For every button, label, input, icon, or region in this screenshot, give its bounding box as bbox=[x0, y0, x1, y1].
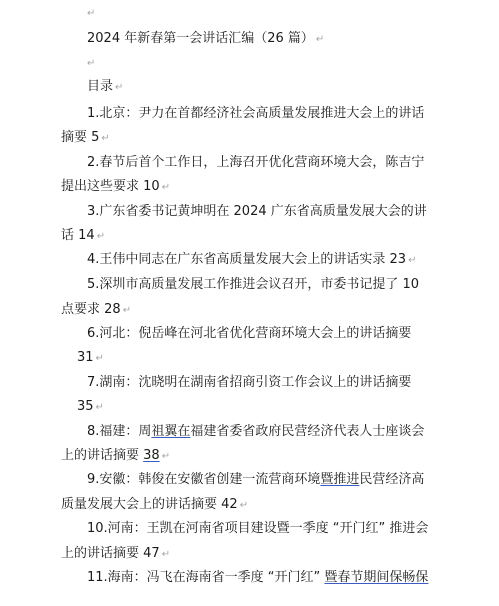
toc-entry-3-cont[interactable]: 话 14 ↵ bbox=[61, 228, 106, 243]
toc-entry-6-cont[interactable]: 31 ↵ bbox=[77, 350, 104, 365]
toc-entry-4[interactable]: 4.王伟中同志在广东省高质量发展大会上的讲话实录 23 ↵ bbox=[87, 252, 417, 267]
toc-entry-10[interactable]: 10.河南：王凯在河南省项目建设暨一季度 “开门红” 推进会 bbox=[87, 521, 429, 536]
toc-entry-10-cont[interactable]: 上的讲话摘要 47 ↵ bbox=[61, 546, 171, 561]
toc-entry-5[interactable]: 5.深圳市高质量发展工作推进会议召开，市委书记提了 10 bbox=[87, 277, 420, 292]
toc-entry-9[interactable]: 9.安徽：韩俊在安徽省创建一流营商环境暨推进民营经济高 bbox=[87, 472, 425, 487]
toc-entry-6[interactable]: 6.河北：倪岳峰在河北省优化营商环境大会上的讲话摘要 bbox=[87, 326, 412, 341]
toc-entry-8[interactable]: 8.福建：周祖翼在福建省委省政府民营经济代表人士座谈会 bbox=[87, 424, 425, 439]
toc-heading: 目录 ↵ bbox=[87, 79, 124, 94]
toc-entry-1[interactable]: 1.北京：尹力在首都经济社会高质量发展推进大会上的讲话 bbox=[87, 106, 425, 121]
toc-entry-3[interactable]: 3.广东省委书记黄坤明在 2024 广东省高质量发展大会的讲 bbox=[87, 204, 427, 219]
toc-entry-1-cont[interactable]: 摘要 5 ↵ bbox=[61, 130, 110, 145]
toc-entry-9-cont[interactable]: 质量发展大会上的讲话摘要 42 ↵ bbox=[61, 497, 249, 512]
toc-entry-11[interactable]: 11.海南：冯飞在海南省一季度 “开门红” 暨春节期间保畅保 bbox=[87, 570, 429, 585]
toc-entry-7-cont[interactable]: 35 ↵ bbox=[77, 399, 104, 414]
document-title: 2024 年新春第一会讲话汇编（26 篇） ↵ bbox=[87, 31, 325, 46]
toc-entry-8-cont[interactable]: 上的讲话摘要 38 ↵ bbox=[61, 448, 171, 463]
toc-entry-2[interactable]: 2.春节后首个工作日，上海召开优化营商环境大会，陈吉宁 bbox=[87, 155, 425, 170]
toc-entry-7[interactable]: 7.湖南：沈晓明在湖南省招商引资工作会议上的讲话摘要 bbox=[87, 375, 412, 390]
toc-entry-5-cont[interactable]: 点要求 28 ↵ bbox=[61, 302, 132, 317]
toc-entry-2-cont[interactable]: 提出这些要求 10 ↵ bbox=[61, 179, 171, 194]
paragraph-mark: ↵ bbox=[87, 58, 96, 69]
paragraph-mark: ↵ bbox=[87, 8, 96, 19]
